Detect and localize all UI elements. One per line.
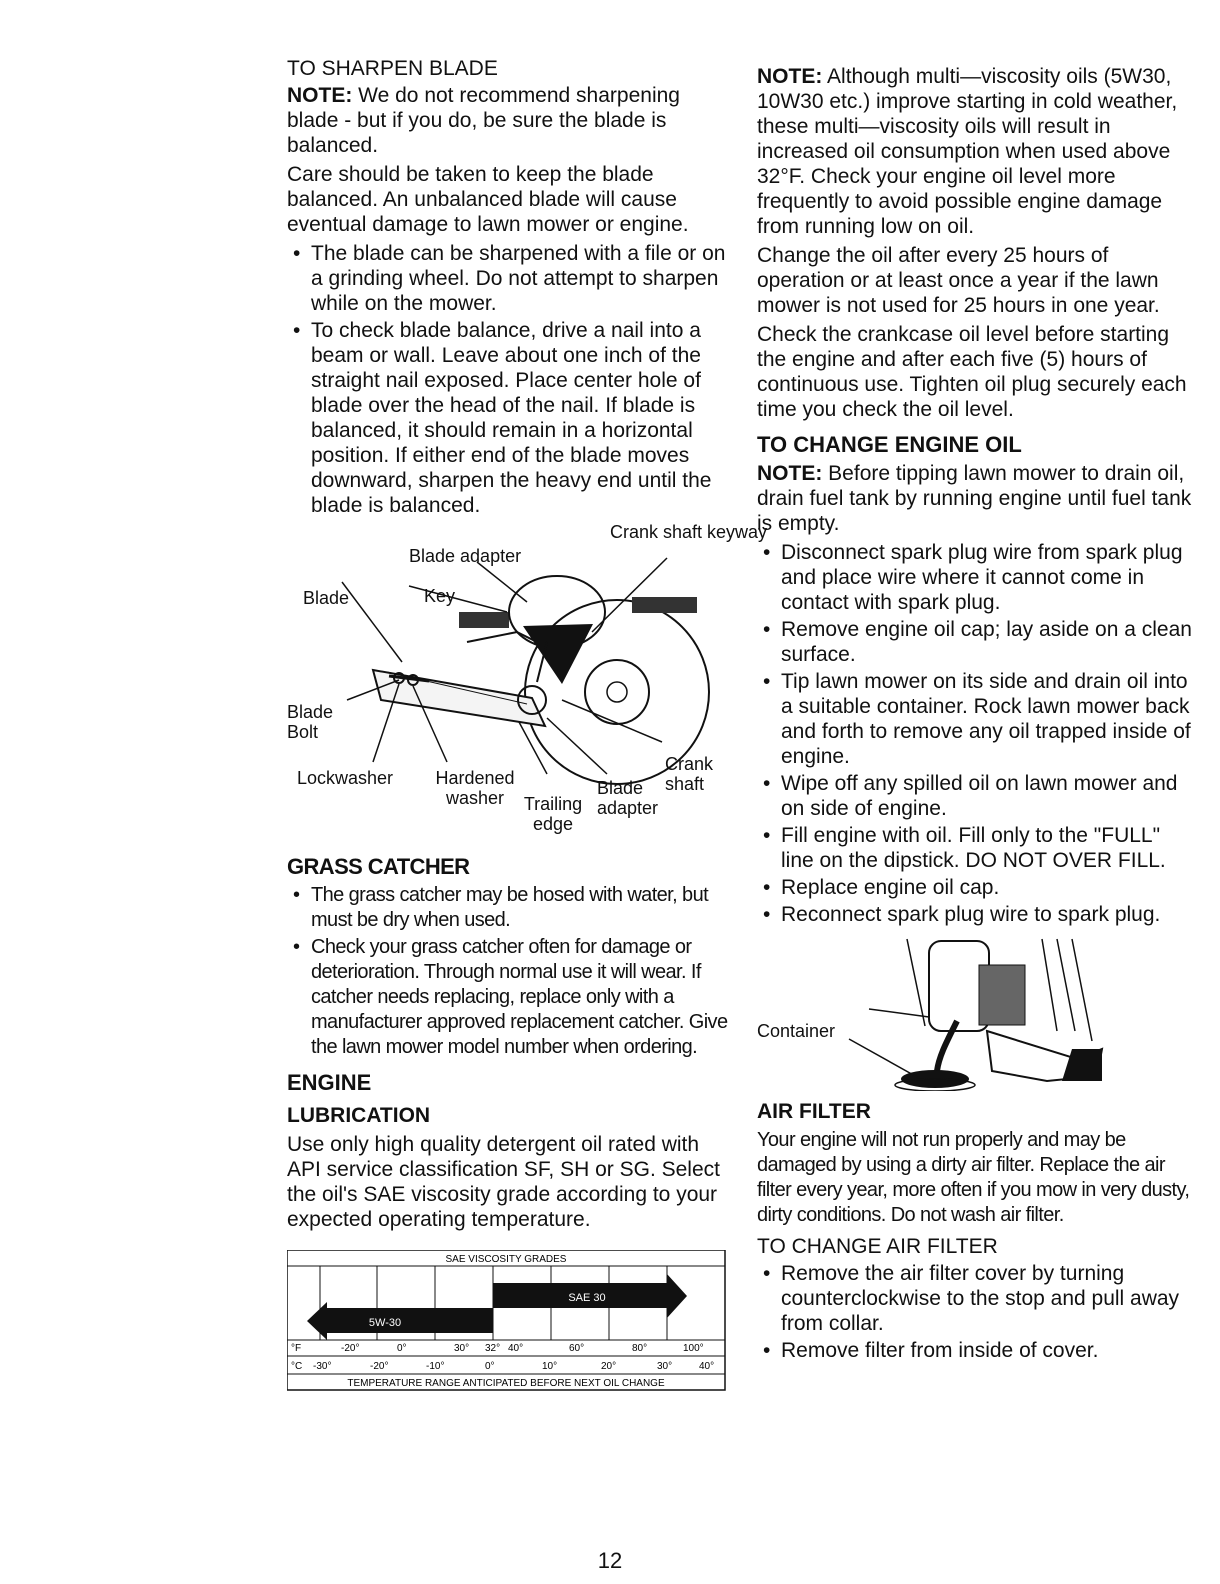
label-blade-adapter: Blade adapter — [409, 546, 522, 566]
change-interval-paragraph: Change the oil after every 25 hours of operation or at least once a year if the lawn mower is not used for 25 hours in one year. — [757, 244, 1160, 317]
grass-catcher-bullet-list — [287, 883, 732, 1060]
c-tick: 20° — [601, 1361, 617, 1372]
list-item: • Disconnect spark plug wire from spark plug and place wire where it cannot come in contact with spark plug. — [757, 540, 1197, 615]
change-engine-oil-heading: TO CHANGE ENGINE OIL — [757, 432, 1022, 457]
sharpen-note-label: NOTE: — [287, 84, 353, 107]
label-hardened-washer: Hardened washer — [435, 768, 515, 808]
list-item: • Remove engine oil cap; lay aside on a clean surface. — [757, 617, 1197, 667]
engine-heading: ENGINE — [287, 1070, 372, 1095]
list-item: • To check blade balance, drive a nail into a beam or wall. Leave about one inch of the straight nail exposed. Place center hole of blade over the head of the nail. If blade is balanced, it should remain in a horizontal position. If either end of the blade moves downward, sharpen the heavy end until the blade is balanced. — [287, 318, 732, 518]
sharpen-note-text: We do not recommend sharpening blade - but if you do, be sure the blade is balanced. — [287, 84, 680, 157]
f-tick: 32° — [485, 1343, 501, 1354]
list-item: • Wipe off any spilled oil on lawn mower and on side of engine. — [757, 771, 1197, 821]
list-item: • Remove filter from inside of cover. — [757, 1338, 1197, 1363]
f-tick: 40° — [508, 1343, 524, 1354]
air-filter-heading: AIR FILTER — [757, 1100, 871, 1123]
5w30-label: 5W-30 — [368, 1317, 402, 1329]
label-blade-adapter-bottom: Blade adapter — [597, 778, 659, 818]
care-paragraph: Care should be taken to keep the blade balanced. An unbalanced blade will cause eventual damage to lawn mower or engine. — [287, 163, 689, 236]
lubrication-heading: LUBRICATION — [287, 1104, 431, 1127]
list-item: • Remove the air filter cover by turning counterclockwise to the stop and pull away from collar. — [757, 1261, 1197, 1336]
sharpen-bullet-list — [287, 241, 732, 518]
f-tick: 80° — [632, 1343, 648, 1354]
c-tick: -20° — [370, 1361, 389, 1372]
celsius-unit: °C — [291, 1361, 303, 1372]
c-tick: 0° — [485, 1361, 495, 1372]
f-tick: 30° — [454, 1343, 470, 1354]
drain-fuel-note-label: NOTE: — [757, 462, 823, 485]
label-container: Container — [757, 1021, 836, 1041]
label-blade-bolt: Blade Bolt — [287, 702, 334, 742]
page-number: 12 — [597, 1548, 623, 1573]
label-key: Key — [424, 586, 456, 606]
lubrication-paragraph: Use only high quality detergent oil rated with API service classification SF, SH or SG. Select the oil's SAE viscosity grade according to your expected operating temperature. — [287, 1133, 720, 1231]
viscosity-note-label: NOTE: — [757, 65, 823, 88]
sae-chart-footer: TEMPERATURE RANGE ANTICIPATED BEFORE NEXT OIL CHANGE — [347, 1378, 665, 1389]
label-crank-shaft-keyway: Crank shaft keyway — [610, 522, 768, 542]
list-item: • The grass catcher may be hosed with water, but must be dry when used. — [287, 883, 732, 933]
viscosity-note-text: Although multi—viscosity oils (5W30, 10W30 etc.) improve starting in cold weather, these multi—viscosity oils will result in increased oil consumption when used above 32°F. Check your engine oil level more frequently to avoid possible engine damage from running low on oil. — [757, 65, 1178, 238]
viscosity-note — [757, 64, 1197, 239]
list-item: • Replace engine oil cap. — [757, 875, 1197, 900]
sae-viscosity-chart — [287, 1250, 732, 1392]
list-item: • Fill engine with oil. Fill only to the "FULL" line on the dipstick. DO NOT OVER FILL. — [757, 823, 1197, 873]
air-filter-paragraph: Your engine will not run properly and may be damaged by using a dirty air filter. Replace the air filter every year, more often if you mow in very dusty, dirty conditions. Do not wash air filter. — [757, 1129, 1190, 1226]
change-oil-bullet-list — [757, 540, 1197, 927]
oil-drain-figure — [757, 931, 1197, 1091]
right-column — [757, 64, 1197, 1365]
air-filter-bullet-list — [757, 1261, 1197, 1363]
label-crank-shaft: Crank shaft — [665, 754, 714, 794]
drain-fuel-note — [757, 461, 1197, 536]
sae30-label: SAE 30 — [568, 1292, 606, 1304]
f-tick: -20° — [341, 1343, 360, 1354]
sae-chart-title: SAE VISCOSITY GRADES — [445, 1254, 567, 1265]
sae-chart-drawing — [287, 1250, 727, 1392]
check-level-paragraph: Check the crankcase oil level before starting the engine and after each five (5) hours of continuous use. Tighten oil plug securely each time you check the oil level. — [757, 323, 1187, 421]
change-air-filter-heading: TO CHANGE AIR FILTER — [757, 1235, 998, 1258]
f-tick: 100° — [683, 1343, 704, 1354]
label-blade: Blade — [303, 588, 350, 608]
oil-drain-drawing — [757, 931, 1197, 1091]
blade-assembly-figure — [287, 522, 768, 844]
c-tick: -10° — [426, 1361, 445, 1372]
list-item: • The blade can be sharpened with a file or on a grinding wheel. Do not attempt to sharpen while on the mower. — [287, 241, 732, 316]
c-tick: 40° — [699, 1361, 715, 1372]
fahrenheit-unit: °F — [291, 1343, 302, 1354]
list-item: • Tip lawn mower on its side and drain oil into a suitable container. Rock lawn mower back and forth to remove any oil trapped inside of engine. — [757, 669, 1197, 769]
sharpen-blade-heading: TO SHARPEN BLADE — [287, 57, 498, 80]
c-tick: -30° — [313, 1361, 332, 1372]
list-item: • Check your grass catcher often for damage or deterioration. Through normal use it will wear. If catcher needs replacing, replace only with a manufacturer approved replacement catcher. Give the lawn mower model number when ordering. — [287, 935, 732, 1060]
f-tick: 0° — [397, 1343, 407, 1354]
f-tick: 60° — [569, 1343, 585, 1354]
drain-fuel-note-text: Before tipping lawn mower to drain oil, drain fuel tank by running engine until fuel tank is empty. — [757, 462, 1192, 535]
c-tick: 30° — [657, 1361, 673, 1372]
sharpen-note — [287, 83, 732, 158]
c-tick: 10° — [542, 1361, 558, 1372]
label-lockwasher: Lockwasher — [297, 768, 394, 788]
label-trailing-edge: Trailing edge — [523, 794, 583, 834]
list-item: • Reconnect spark plug wire to spark plug. — [757, 902, 1197, 927]
grass-catcher-heading: GRASS CATCHER — [287, 854, 470, 879]
left-column — [287, 50, 768, 1392]
